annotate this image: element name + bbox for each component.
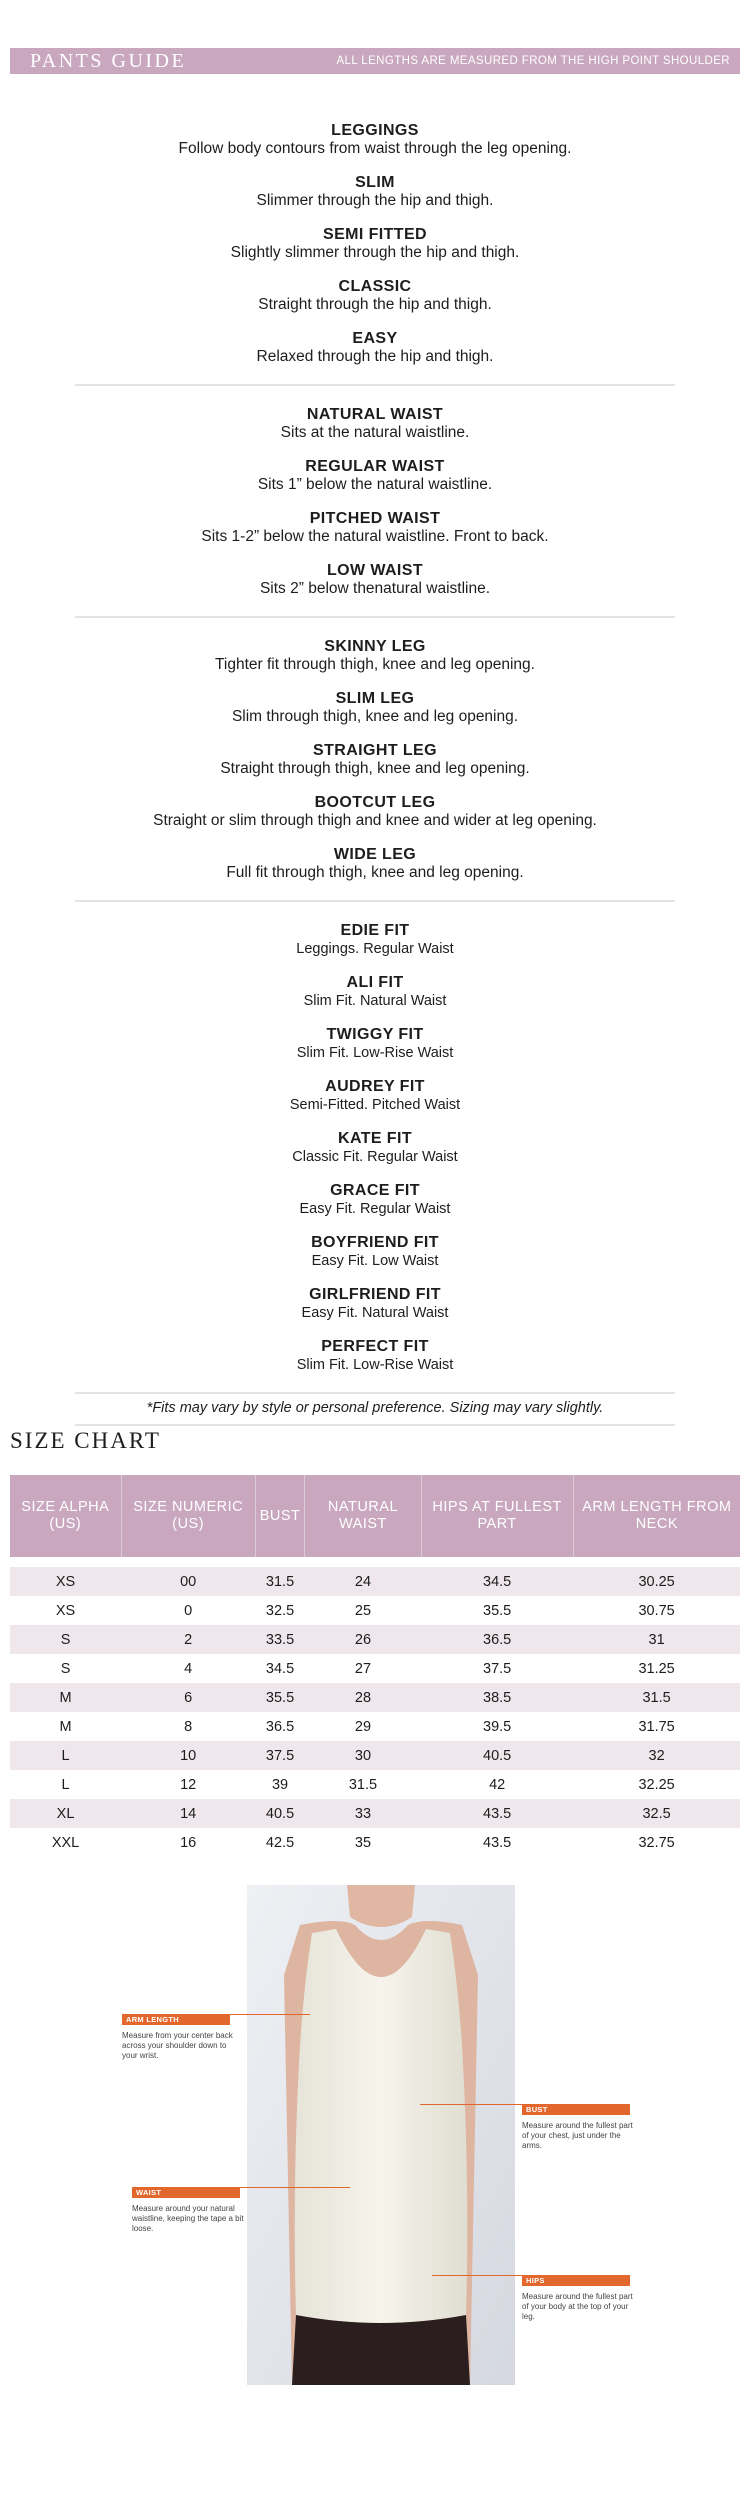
entry-desc: Sits 1” below the natural waistline. <box>257 476 493 493</box>
table-cell: 32.75 <box>573 1828 740 1857</box>
entry-desc: Slim Fit. Natural Waist <box>303 993 447 1009</box>
entry-title: SLIM LEG <box>335 690 415 707</box>
guide-entry <box>75 562 675 614</box>
table-cell: 42 <box>421 1770 573 1799</box>
header-arm-length: ARM LENGTH FROM NECK <box>573 1475 740 1557</box>
size-chart-table <box>10 1475 740 1857</box>
entry-desc: Sits 1-2” below the natural waistline. Front to back. <box>201 528 549 545</box>
header-hips: HIPS AT FULLEST PART <box>421 1475 573 1557</box>
table-cell: 34.5 <box>421 1567 573 1596</box>
table-cell: XL <box>10 1799 121 1828</box>
table-cell: 36.5 <box>421 1625 573 1654</box>
measurement-note: ALL LENGTHS ARE MEASURED FROM THE HIGH POINT SHOULDER <box>336 55 730 67</box>
guide-entry <box>75 406 675 458</box>
table-spacer <box>10 1557 740 1567</box>
header-size-alpha: SIZE ALPHA (US) <box>10 1475 121 1557</box>
pants <box>292 2315 470 2385</box>
table-cell: L <box>10 1770 121 1799</box>
table-cell: 14 <box>121 1799 255 1828</box>
guide-entry <box>75 1286 675 1338</box>
entry-desc: Easy Fit. Regular Waist <box>299 1201 451 1217</box>
waist-line <box>240 2187 350 2188</box>
hips-text: Measure around the fullest part of your body at the top of your leg. <box>522 2292 633 2321</box>
spacer-cell <box>10 1557 740 1567</box>
table-row <box>10 1712 740 1741</box>
waist-text: Measure around your natural waistline, keeping the tape a bit loose. <box>132 2204 244 2233</box>
table-cell: 32.5 <box>255 1596 305 1625</box>
entry-title: KATE FIT <box>337 1130 412 1147</box>
entry-desc: Straight or slim through thigh and knee and wider at leg opening. <box>153 812 597 829</box>
table-cell: 37.5 <box>255 1741 305 1770</box>
table-cell: 43.5 <box>421 1799 573 1828</box>
table-cell: 40.5 <box>255 1799 305 1828</box>
entry-title: LOW WAIST <box>326 562 424 579</box>
table-cell: 12 <box>121 1770 255 1799</box>
entry-desc: Slightly slimmer through the hip and thigh. <box>230 244 520 261</box>
table-row <box>10 1741 740 1770</box>
table-cell: 4 <box>121 1654 255 1683</box>
guide-entry <box>75 278 675 330</box>
table-cell: XS <box>10 1596 121 1625</box>
entry-title: LEGGINGS <box>331 122 419 139</box>
entry-desc: Slim through thigh, knee and leg opening. <box>231 708 519 725</box>
entry-title: ALI FIT <box>346 974 404 991</box>
table-cell: 00 <box>121 1567 255 1596</box>
table-cell: 42.5 <box>255 1828 305 1857</box>
table-cell: 35.5 <box>421 1596 573 1625</box>
arm-length-text: Measure from your center back across your shoulder down to your wrist. <box>122 2031 233 2060</box>
entry-desc: Sits at the natural waistline. <box>280 424 470 441</box>
entry-desc: Classic Fit. Regular Waist <box>292 1149 458 1165</box>
table-cell: M <box>10 1683 121 1712</box>
entry-desc: Slim Fit. Low-Rise Waist <box>296 1045 454 1061</box>
hips-line <box>432 2275 522 2276</box>
guide-entry <box>75 690 675 742</box>
table-cell: 30.25 <box>573 1567 740 1596</box>
guide-entry <box>75 1182 675 1234</box>
pants-guide-title: PANTS GUIDE <box>30 49 187 72</box>
entry-title: TWIGGY FIT <box>326 1026 424 1043</box>
table-cell: 6 <box>121 1683 255 1712</box>
waist-callout <box>132 2182 250 2234</box>
guide-entry <box>75 1026 675 1078</box>
table-cell: 31.5 <box>255 1567 305 1596</box>
table-cell: 31.5 <box>573 1683 740 1712</box>
table-cell: 29 <box>305 1712 421 1741</box>
guide-entry <box>75 330 675 382</box>
pants-guide-banner <box>10 48 740 74</box>
measurement-figure <box>0 1885 750 2385</box>
arm-length-callout <box>122 2009 240 2061</box>
entry-desc: Easy Fit. Natural Waist <box>301 1305 449 1321</box>
guide-entry <box>75 510 675 562</box>
guide-entry <box>75 922 675 974</box>
tank-top <box>295 1929 468 2323</box>
header-bust: BUST <box>255 1475 305 1557</box>
arm-length-line <box>228 2014 310 2015</box>
guide-entry <box>75 1130 675 1182</box>
entry-title: NATURAL WAIST <box>306 406 444 423</box>
table-cell: M <box>10 1712 121 1741</box>
table-cell: 35.5 <box>255 1683 305 1712</box>
table-cell: 8 <box>121 1712 255 1741</box>
guide-entry <box>75 638 675 690</box>
entry-desc: Follow body contours from waist through the leg opening. <box>178 140 572 157</box>
guide-entry <box>75 846 675 898</box>
section-divider <box>75 616 675 618</box>
table-cell: 32 <box>573 1741 740 1770</box>
header-natural-waist: NATURAL WAIST <box>305 1475 421 1557</box>
table-row <box>10 1596 740 1625</box>
guide-entry <box>75 174 675 226</box>
entry-desc: Slimmer through the hip and thigh. <box>256 192 494 209</box>
section-divider <box>75 900 675 902</box>
table-row <box>10 1654 740 1683</box>
table-cell: 10 <box>121 1741 255 1770</box>
table-row <box>10 1625 740 1654</box>
header-size-numeric: SIZE NUMERIC (US) <box>121 1475 255 1557</box>
entry-desc: Full fit through thigh, knee and leg opening. <box>226 864 524 881</box>
table-cell: 30.75 <box>573 1596 740 1625</box>
entry-desc: Relaxed through the hip and thigh. <box>256 348 494 365</box>
table-cell: 24 <box>305 1567 421 1596</box>
bust-callout <box>522 2099 640 2151</box>
guide-entry <box>75 122 675 174</box>
guide-entry <box>75 742 675 794</box>
bust-line <box>420 2104 522 2105</box>
table-cell: 39 <box>255 1770 305 1799</box>
entry-title: SEMI FITTED <box>323 226 427 243</box>
size-chart-header-row <box>10 1475 740 1557</box>
table-row <box>10 1799 740 1828</box>
table-cell: 32.25 <box>573 1770 740 1799</box>
table-cell: 31.5 <box>305 1770 421 1799</box>
entry-title: REGULAR WAIST <box>305 458 445 475</box>
table-cell: 43.5 <box>421 1828 573 1857</box>
entry-title: STRAIGHT LEG <box>313 742 437 759</box>
table-cell: 31.75 <box>573 1712 740 1741</box>
entry-title: EASY <box>352 330 398 347</box>
entry-desc: Straight through thigh, knee and leg opening. <box>220 760 530 777</box>
table-cell: 2 <box>121 1625 255 1654</box>
table-cell: XS <box>10 1567 121 1596</box>
entry-title: SKINNY LEG <box>324 638 426 655</box>
neck-skin <box>347 1885 415 1927</box>
hips-callout <box>522 2270 640 2322</box>
table-cell: 39.5 <box>421 1712 573 1741</box>
guide-entry <box>75 1234 675 1286</box>
entry-desc: Easy Fit. Low Waist <box>311 1253 439 1269</box>
guide-entry <box>75 226 675 278</box>
entry-desc: Tighter fit through thigh, knee and leg opening. <box>215 656 535 673</box>
fit-disclaimer: *Fits may vary by style or personal preference. Sizing may vary slightly. <box>75 1392 675 1426</box>
table-cell: 37.5 <box>421 1654 573 1683</box>
entry-title: EDIE FIT <box>340 922 410 939</box>
entry-desc: Sits 2” below thenatural waistline. <box>259 580 491 597</box>
hips-label: HIPS <box>522 2275 630 2286</box>
entry-title: AUDREY FIT <box>325 1078 425 1095</box>
entry-title: WIDE LEG <box>333 846 417 863</box>
table-cell: 31.25 <box>573 1654 740 1683</box>
guide-entry <box>75 794 675 846</box>
entry-desc: Straight through the hip and thigh. <box>258 296 492 313</box>
waist-types-section <box>75 406 675 614</box>
table-row <box>10 1683 740 1712</box>
entry-desc: Slim Fit. Low-Rise Waist <box>296 1357 454 1373</box>
entry-desc: Leggings. Regular Waist <box>296 941 454 957</box>
table-cell: 25 <box>305 1596 421 1625</box>
table-cell: 28 <box>305 1683 421 1712</box>
entry-title: GIRLFRIEND FIT <box>309 1286 441 1303</box>
table-cell: 36.5 <box>255 1712 305 1741</box>
table-cell: S <box>10 1625 121 1654</box>
section-divider <box>75 384 675 386</box>
waist-label: WAIST <box>132 2187 240 2198</box>
table-cell: 27 <box>305 1654 421 1683</box>
table-cell: 34.5 <box>255 1654 305 1683</box>
table-cell: 32.5 <box>573 1799 740 1828</box>
table-cell: 40.5 <box>421 1741 573 1770</box>
guide-entry <box>75 974 675 1026</box>
table-cell: 16 <box>121 1828 255 1857</box>
pants-guide <box>75 122 675 1426</box>
table-cell: L <box>10 1741 121 1770</box>
entry-title: BOOTCUT LEG <box>314 794 436 811</box>
table-cell: 31 <box>573 1625 740 1654</box>
entry-title: CLASSIC <box>338 278 412 295</box>
table-cell: 33.5 <box>255 1625 305 1654</box>
table-cell: 26 <box>305 1625 421 1654</box>
entry-title: SLIM <box>355 174 395 191</box>
entry-title: GRACE FIT <box>330 1182 420 1199</box>
table-cell: 35 <box>305 1828 421 1857</box>
bust-label: BUST <box>522 2104 630 2115</box>
guide-entry <box>75 1338 675 1390</box>
table-row <box>10 1770 740 1799</box>
guide-entry <box>75 1078 675 1130</box>
entry-desc: Semi-Fitted. Pitched Waist <box>289 1097 461 1113</box>
entry-title: BOYFRIEND FIT <box>311 1234 439 1251</box>
entry-title: PERFECT FIT <box>321 1338 429 1355</box>
size-chart-title: SIZE CHART <box>10 1428 161 1453</box>
table-row <box>10 1828 740 1857</box>
table-cell: 33 <box>305 1799 421 1828</box>
table-cell: 0 <box>121 1596 255 1625</box>
guide-entry <box>75 458 675 510</box>
arm-length-label: ARM LENGTH <box>122 2014 230 2025</box>
table-cell: S <box>10 1654 121 1683</box>
named-fits-section <box>75 922 675 1390</box>
fit-types-section <box>75 122 675 382</box>
table-row <box>10 1567 740 1596</box>
table-cell: 30 <box>305 1741 421 1770</box>
entry-title: PITCHED WAIST <box>309 510 441 527</box>
bust-text: Measure around the fullest part of your chest, just under the arms. <box>522 2121 633 2150</box>
leg-types-section <box>75 638 675 898</box>
table-cell: 38.5 <box>421 1683 573 1712</box>
table-cell: XXL <box>10 1828 121 1857</box>
